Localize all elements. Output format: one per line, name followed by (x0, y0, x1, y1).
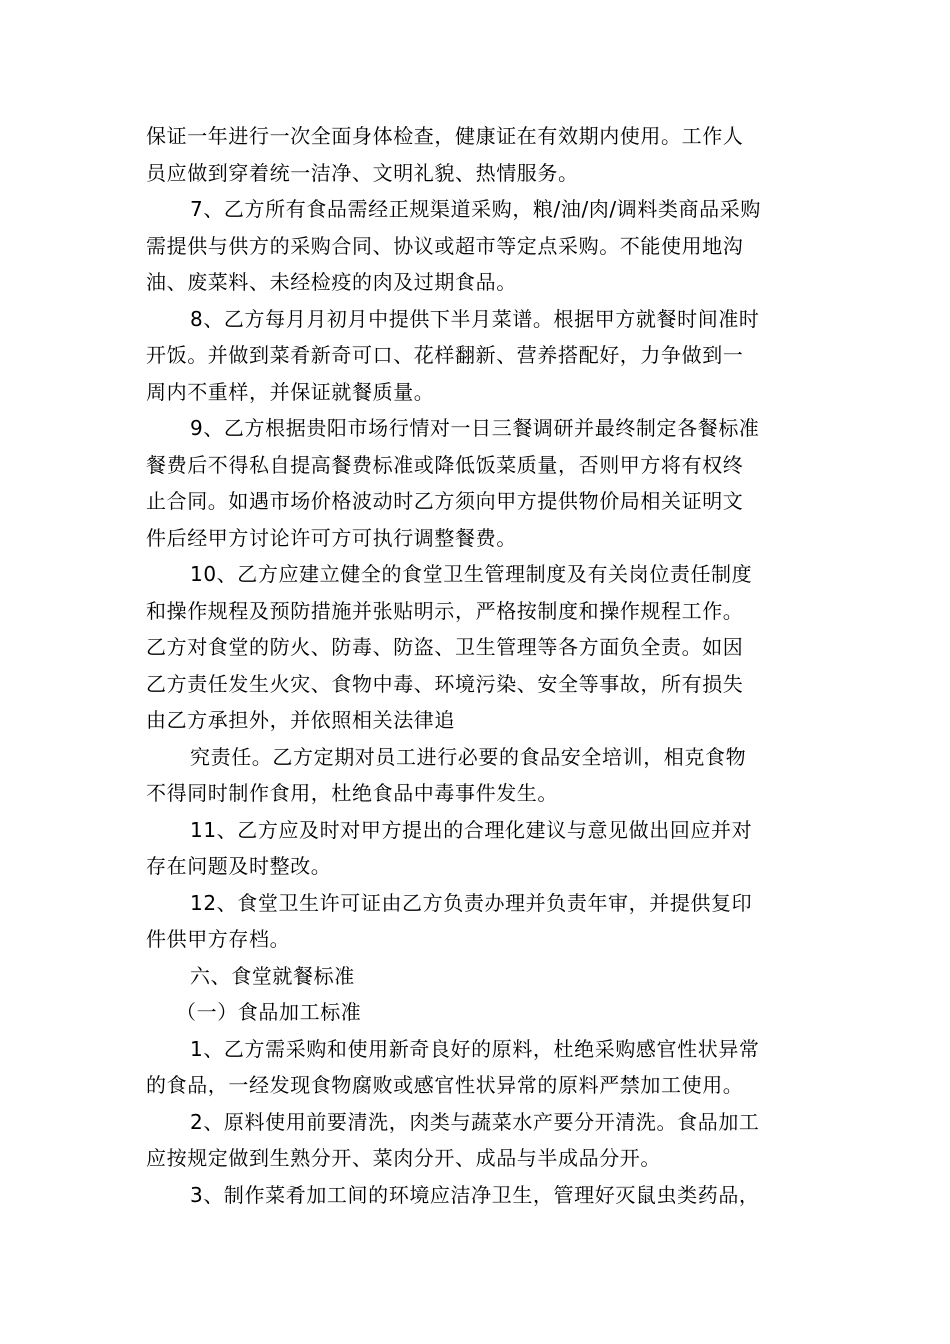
text-line: 件供甲方存档。 (146, 927, 291, 951)
paragraph-10-start: 10、乙方应建立健全的食堂卫生管理制度及有关岗位责任制度 (190, 562, 753, 586)
section-heading: 六、食堂就餐标准 (190, 963, 355, 988)
subsection-heading: （一）食品加工标准 (176, 1000, 362, 1024)
paragraph-9-start: 9、乙方根据贵阳市场行情对一日三餐调研并最终制定各餐标准 (190, 416, 760, 440)
text-line: 需提供与供方的采购合同、协议或超市等定点采购。不能使用地沟 (146, 233, 744, 258)
paragraph-12-start: 12、食堂卫生许可证由乙方负责办理并负责年审，并提供复印 (190, 890, 753, 915)
text-line: 应按规定做到生熟分开、菜肉分开、成品与半成品分开。 (146, 1146, 661, 1170)
text-line: 乙方对食堂的防火、防毒、防盗、卫生管理等各方面负全责。如因 (146, 635, 744, 659)
text-line: 由乙方承担外，并依照相关法律追 (146, 708, 455, 732)
text-line: 的食品，一经发现食物腐败或感官性状异常的原料严禁加工使用。 (146, 1073, 744, 1097)
text-line: 不得同时制作食用，杜绝食品中毒事件发生。 (146, 781, 558, 805)
text-line: 件后经甲方讨论许可方可执行调整餐费。 (146, 525, 517, 550)
text-line: 餐费后不得私自提高餐费标准或降低饭菜质量，否则甲方将有权终 (146, 452, 744, 477)
text-line: 止合同。如遇市场价格波动时乙方须向甲方提供物价局相关证明文 (146, 489, 744, 513)
text-line: 开饭。并做到菜肴新奇可口、花样翻新、营养搭配好，力争做到一 (146, 343, 744, 367)
text-line: 和操作规程及预防措施并张贴明示，严格按制度和操作规程工作。 (146, 598, 744, 623)
text-line: 周内不重样，并保证就餐质量。 (146, 379, 435, 404)
paragraph-continuation: 究责任。乙方定期对员工进行必要的食品安全培训，相克食物 (190, 744, 747, 769)
item-2-start: 2、原料使用前要清洗，肉类与蔬菜水产要分开清洗。食品加工 (190, 1109, 760, 1134)
paragraph-7-start: 7、乙方所有食品需经正规渠道采购，粮/油/肉/调料类商品采购 (190, 197, 761, 221)
paragraph-11-start: 11、乙方应及时对甲方提出的合理化建议与意见做出回应并对 (190, 817, 753, 842)
document-body (146, 118, 810, 1213)
text-line: 油、废菜料、未经检疫的肉及过期食品。 (146, 270, 517, 294)
text-line: 存在问题及时整改。 (146, 854, 332, 878)
text-line: 员应做到穿着统一洁净、文明礼貌、热情服务。 (146, 160, 579, 185)
paragraph-8-start: 8、乙方每月月初月中提供下半月菜谱。根据甲方就餐时间准时 (190, 306, 760, 331)
item-1-start: 1、乙方需采购和使用新奇良好的原料，杜绝采购感官性状异常 (190, 1036, 760, 1061)
text-line: 保证一年进行一次全面身体检查，健康证在有效期内使用。工作人 (146, 124, 744, 148)
text-line: 乙方责任发生火灾、食物中毒、环境污染、安全等事故，所有损失 (146, 671, 744, 696)
item-3-start: 3、制作菜肴加工间的环境应洁净卫生，管理好灭鼠虫类药品， (190, 1182, 760, 1207)
